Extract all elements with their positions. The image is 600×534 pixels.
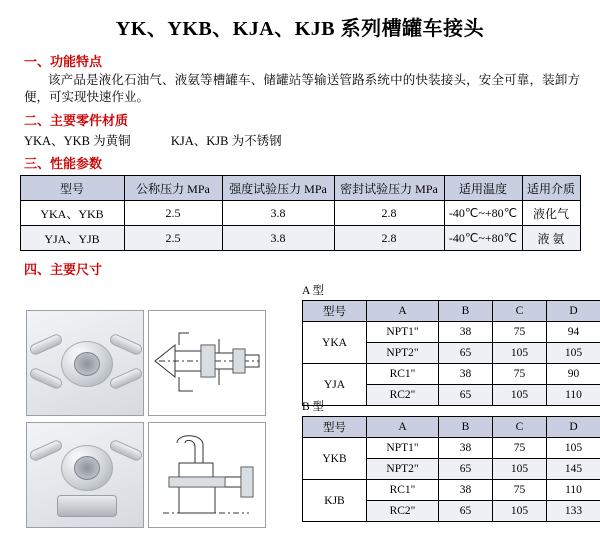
table-row bbox=[303, 364, 600, 385]
material-right: KJA、KJB 为不锈钢 bbox=[171, 134, 282, 148]
dimB-r1-c2: 65 bbox=[439, 459, 493, 480]
dimA-r2-c4: 90 bbox=[547, 364, 600, 385]
dimB-r0-c4: 105 bbox=[547, 438, 600, 459]
perf-r1-c3: 2.8 bbox=[334, 226, 444, 251]
dimB-r1-c1: NPT2" bbox=[367, 459, 439, 480]
coupling-bore-icon bbox=[74, 456, 100, 480]
perf-col-2: 强度试验压力 MPa bbox=[222, 176, 334, 201]
perf-col-5: 适用介质 bbox=[522, 176, 580, 201]
dimA-group-1: YJA bbox=[303, 364, 367, 406]
features-text: 该产品是液化石油气、液氨等槽罐车、储罐站等输送管路系统中的快装接头，安全可靠，装卸方便，可实现快速作业。 bbox=[24, 72, 580, 106]
perf-r1-c2: 3.8 bbox=[222, 226, 334, 251]
dimA-col-4: D bbox=[547, 301, 600, 322]
perf-r0-c0: YKA、YKB bbox=[20, 201, 124, 226]
dimension-table-a-block bbox=[302, 282, 600, 406]
dimB-col-2: B bbox=[439, 417, 493, 438]
dimension-table-b-label: B 型 bbox=[302, 398, 600, 414]
section-heading-material: 二、主要零件材质 bbox=[24, 110, 586, 129]
dimA-r0-c4: 94 bbox=[547, 322, 600, 343]
section-heading-performance: 三、性能参数 bbox=[24, 153, 586, 172]
dimA-r2-c1: RC1" bbox=[367, 364, 439, 385]
dimB-group-1: KJB bbox=[303, 480, 367, 522]
dimB-r0-c2: 38 bbox=[439, 438, 493, 459]
coupling-photo-b bbox=[26, 422, 144, 528]
coupling-drawing-b bbox=[148, 422, 266, 528]
coupling-flange-icon bbox=[57, 495, 117, 517]
coupling-drawing-a bbox=[148, 310, 266, 416]
perf-r1-c5: 液 氨 bbox=[522, 226, 580, 251]
performance-table bbox=[20, 175, 581, 251]
dimension-table-b-block bbox=[302, 398, 600, 522]
table-header-row bbox=[303, 301, 600, 322]
dimB-col-1: A bbox=[367, 417, 439, 438]
table-header-row bbox=[303, 417, 600, 438]
dimA-col-3: C bbox=[493, 301, 547, 322]
dimB-group-0: YKB bbox=[303, 438, 367, 480]
dimB-r2-c3: 75 bbox=[493, 480, 547, 501]
perf-r0-c5: 液化气 bbox=[522, 201, 580, 226]
dimB-r0-c1: NPT1" bbox=[367, 438, 439, 459]
dimA-col-2: B bbox=[439, 301, 493, 322]
perf-r1-c4: -40℃~+80℃ bbox=[444, 226, 522, 251]
dimB-r1-c3: 105 bbox=[493, 459, 547, 480]
dimA-r1-c1: NPT2" bbox=[367, 343, 439, 364]
coupling-photo-a bbox=[26, 310, 144, 416]
perf-r1-c0: YJA、YJB bbox=[20, 226, 124, 251]
dimB-r3-c4: 133 bbox=[547, 501, 600, 522]
coupling-arm-icon bbox=[108, 439, 144, 463]
table-row bbox=[303, 480, 600, 501]
dimA-r3-c4: 110 bbox=[547, 385, 600, 406]
dimension-table-a-label: A 型 bbox=[302, 282, 600, 298]
perf-col-1: 公称压力 MPa bbox=[124, 176, 222, 201]
table-row bbox=[20, 201, 580, 226]
table-row bbox=[20, 226, 580, 251]
dimA-col-0: 型号 bbox=[303, 301, 367, 322]
dimB-col-3: C bbox=[493, 417, 547, 438]
dimA-r1-c2: 65 bbox=[439, 343, 493, 364]
section-heading-features: 一、功能特点 bbox=[24, 51, 586, 70]
dimA-col-1: A bbox=[367, 301, 439, 322]
table-row bbox=[303, 438, 600, 459]
dimA-r0-c3: 75 bbox=[493, 322, 547, 343]
dimB-r0-c3: 75 bbox=[493, 438, 547, 459]
figure-row-a bbox=[26, 310, 266, 416]
perf-r0-c3: 2.8 bbox=[334, 201, 444, 226]
dimA-r2-c3: 75 bbox=[493, 364, 547, 385]
dimA-group-0: YKA bbox=[303, 322, 367, 364]
section-heading-dimensions: 四、主要尺寸 bbox=[24, 259, 586, 278]
dimA-r3-c2: 65 bbox=[439, 385, 493, 406]
dimA-r0-c2: 38 bbox=[439, 322, 493, 343]
perf-r0-c4: -40℃~+80℃ bbox=[444, 201, 522, 226]
coupling-bore-icon bbox=[74, 352, 100, 376]
dimA-r2-c2: 38 bbox=[439, 364, 493, 385]
document-page bbox=[0, 12, 600, 528]
figure-column bbox=[26, 310, 266, 534]
material-line bbox=[24, 131, 586, 149]
coupling-arm-icon bbox=[28, 367, 64, 391]
page-title: YK、YKB、KJA、KJB 系列槽罐车接头 bbox=[14, 12, 586, 41]
table-header-row bbox=[20, 176, 580, 201]
dimA-r0-c1: NPT1" bbox=[367, 322, 439, 343]
dimB-r3-c3: 105 bbox=[493, 501, 547, 522]
coupling-arm-icon bbox=[28, 333, 64, 357]
dimB-r2-c4: 110 bbox=[547, 480, 600, 501]
perf-col-0: 型号 bbox=[20, 176, 124, 201]
perf-r1-c1: 2.5 bbox=[124, 226, 222, 251]
dimension-table-a bbox=[302, 300, 600, 406]
material-left: YKA、YKB 为黄铜 bbox=[24, 134, 131, 148]
dimB-col-4: D bbox=[547, 417, 600, 438]
dimA-r1-c3: 105 bbox=[493, 343, 547, 364]
figure-row-b bbox=[26, 422, 266, 528]
perf-r0-c1: 2.5 bbox=[124, 201, 222, 226]
coupling-arm-icon bbox=[108, 367, 144, 391]
dimB-r2-c2: 38 bbox=[439, 480, 493, 501]
perf-r0-c2: 3.8 bbox=[222, 201, 334, 226]
coupling-arm-icon bbox=[28, 439, 64, 463]
dimB-col-0: 型号 bbox=[303, 417, 367, 438]
dimA-r1-c4: 105 bbox=[547, 343, 600, 364]
dimB-r1-c4: 145 bbox=[547, 459, 600, 480]
dimA-r3-c1: RC2" bbox=[367, 385, 439, 406]
coupling-arm-icon bbox=[108, 333, 144, 357]
dimA-r3-c3: 105 bbox=[493, 385, 547, 406]
dimension-table-b bbox=[302, 416, 600, 522]
dimB-r2-c1: RC1" bbox=[367, 480, 439, 501]
dimB-r3-c2: 65 bbox=[439, 501, 493, 522]
dimB-r3-c1: RC2" bbox=[367, 501, 439, 522]
table-row bbox=[303, 322, 600, 343]
perf-col-3: 密封试验压力 MPa bbox=[334, 176, 444, 201]
perf-col-4: 适用温度 bbox=[444, 176, 522, 201]
